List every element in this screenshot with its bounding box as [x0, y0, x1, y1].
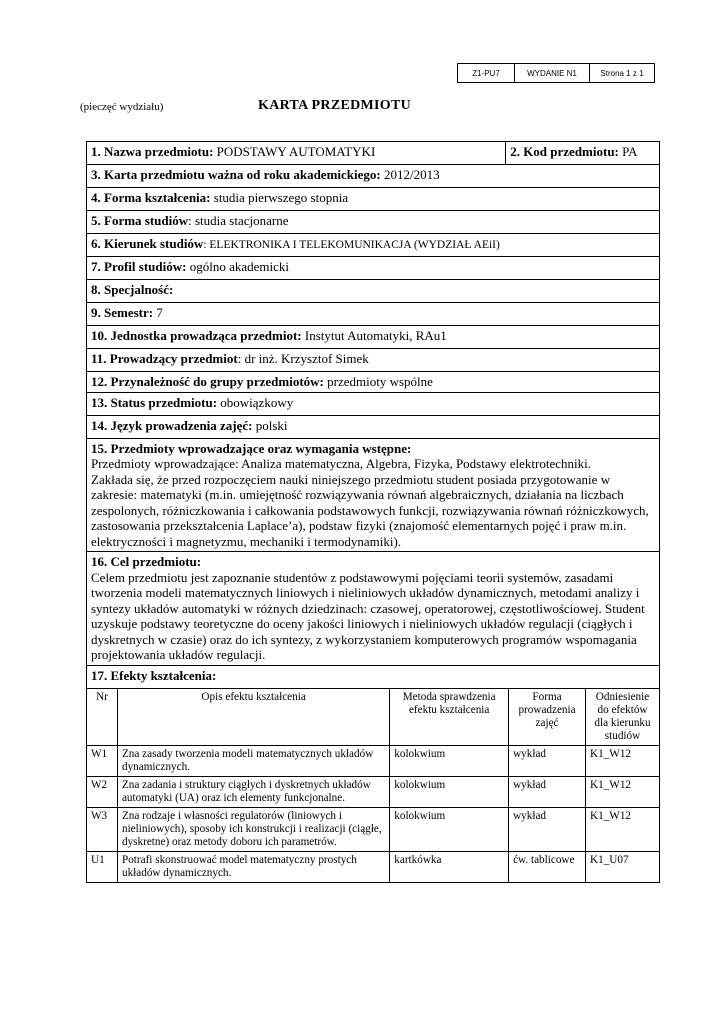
- cell-description: Zna zadania i struktury ciągłych i dyskretnych układów automatyki (UA) oraz ich elementy funkcjonalne.: [117, 777, 389, 808]
- doc-edition: WYDANIE N1: [515, 64, 590, 83]
- col-header: Odniesienie do efektów dla kierunku studiów: [586, 689, 660, 746]
- col-header: Forma prowadzenia zajęć: [509, 689, 586, 746]
- label: 13. Status przedmiotu:: [91, 394, 218, 410]
- label: 4. Forma kształcenia:: [91, 190, 211, 205]
- row-field-of-study: [87, 234, 660, 257]
- prerequisite-text: Zakłada się, że przed rozpoczęciem nauki niniejszego przedmiotu student posiada przygotowanie w zakresie: matematyki (m.in. umiejętność rozwiązywania równań algebraicznych, działania na liczbach zespolonych, różniczkowania i całkowania podstawowych funkcji, rozwiązywania równań różniczkowych, zastosowania przekształcenia Laplace’a), podstaw fizyki (znajomość elementarnych pojęć i praw m.in. elektryczności i magnetyzmu, mechaniki i termodynamiki).: [91, 471, 649, 549]
- label: 9. Semestr:: [91, 305, 154, 320]
- document-header-box: [457, 63, 655, 83]
- row-semester: [87, 303, 660, 326]
- label: 3. Karta przedmiotu ważna od roku akademickiego:: [91, 167, 381, 182]
- value: 2012/2013: [383, 167, 440, 182]
- row-unit: [87, 326, 660, 349]
- table-header: [87, 689, 660, 746]
- cell-nr: W1: [87, 746, 118, 777]
- cell-nr: U1: [87, 852, 118, 883]
- table-row: [87, 777, 660, 808]
- row-specialty: [87, 280, 660, 303]
- section-heading: 17. Efekty kształcenia:: [91, 667, 217, 683]
- doc-page: Strona 1 z 1: [590, 64, 655, 83]
- row-valid-year: [87, 165, 660, 188]
- label: 11. Prowadzący przedmiot: [91, 351, 238, 366]
- row-course-code: [506, 142, 660, 165]
- value: : dr inż. Krzysztof Simek: [237, 351, 369, 366]
- value: Instytut Automatyki, RAu1: [304, 328, 447, 343]
- row-course-group: [87, 372, 660, 393]
- col-header: Opis efektu kształcenia: [117, 689, 389, 746]
- label: 7. Profil studiów:: [91, 259, 187, 274]
- cell-method: kartkówka: [390, 852, 509, 883]
- cell-form: wykład: [509, 777, 586, 808]
- section-heading: 16. Cel przedmiotu:: [91, 554, 202, 569]
- cell-nr: W3: [87, 808, 118, 852]
- label: 1. Nazwa przedmiotu:: [91, 144, 214, 159]
- cell-nr: W2: [87, 777, 118, 808]
- row-lecturer: [87, 349, 660, 372]
- cell-form: wykład: [509, 746, 586, 777]
- section-course-goal: [87, 552, 660, 666]
- course-card-table: [86, 141, 660, 689]
- col-header: Metoda sprawdzenia efektu kształcenia: [390, 689, 509, 746]
- col-header: Nr: [87, 689, 118, 746]
- doc-code: Z1-PU7: [458, 64, 515, 83]
- table-row: [87, 746, 660, 777]
- label: 12. Przynależność do grupy przedmiotów:: [91, 374, 324, 389]
- cell-method: kolokwium: [390, 777, 509, 808]
- cell-reference: K1_W12: [586, 746, 660, 777]
- label: 6. Kierunek studiów: [91, 236, 204, 251]
- section-learning-outcomes-heading: [87, 665, 660, 688]
- learning-outcomes-table: [86, 688, 660, 883]
- row-study-form: [87, 211, 660, 234]
- page-title: KARTA PRZEDMIOTU: [258, 98, 412, 113]
- value: studia pierwszego stopnia: [213, 190, 349, 205]
- label: 14. Język prowadzenia zajęć:: [91, 417, 253, 433]
- value: PA: [622, 144, 638, 159]
- label: 10. Jednostka prowadząca przedmiot:: [91, 328, 302, 343]
- row-course-name: [87, 142, 506, 165]
- cell-method: kolokwium: [390, 808, 509, 852]
- section-heading: 15. Przedmioty wprowadzające oraz wymagania wstępne:: [91, 440, 412, 456]
- label: 2. Kod przedmiotu:: [510, 144, 619, 159]
- label: 8. Specjalność:: [91, 282, 174, 297]
- value: ogólno akademicki: [189, 259, 289, 274]
- value: przedmioty wspólne: [323, 374, 433, 389]
- section-prerequisites: [87, 438, 660, 552]
- label: 5. Forma studiów: [91, 213, 189, 228]
- faculty-seal-label: (pieczęć wydziału): [80, 101, 164, 113]
- cell-reference: K1_W12: [586, 808, 660, 852]
- row-education-form: [87, 188, 660, 211]
- cell-form: ćw. tablicowe: [509, 852, 586, 883]
- table-row: [87, 852, 660, 883]
- cell-description: Zna zasady tworzenia modeli matematycznych układów dynamicznych.: [117, 746, 389, 777]
- value: polski: [255, 417, 288, 433]
- row-language: [87, 415, 660, 438]
- cell-reference: K1_W12: [586, 777, 660, 808]
- value: : studia stacjonarne: [188, 213, 289, 228]
- value: PODSTAWY AUTOMATYKI: [216, 144, 376, 159]
- goal-text: Celem przedmiotu jest zapoznanie studentów z podstawowymi pojęciami teorii systemów, zasadami tworzenia modeli matematycznych liniowych i nieliniowych układów dynamicznych, metodami analizy i syntezy układów automatyki w różnych dziedzinach: czasowej, operatorowej, częstotliwościowej. Student uzyskuje podstawy teoretyczne do oceny jakości liniowych i nieliniowych układów regulacji (ciągłych i dyskretnych w czasie) oraz do ich syntezy, z wykorzystaniem komputerowych programów wspomagania projektowania układów regulacji.: [91, 569, 645, 662]
- row-course-status: [87, 392, 660, 415]
- cell-reference: K1_U07: [586, 852, 660, 883]
- table-row: [87, 808, 660, 852]
- cell-description: Zna rodzaje i własności regulatorów (liniowych i nieliniowych), sposoby ich konstrukcji i realizacji (ciągłe, dyskretne) oraz metody doboru ich parametrów.: [117, 808, 389, 852]
- cell-description: Potrafi skonstruować model matematyczny prostych układów dynamicznych.: [117, 852, 389, 883]
- value: obowiązkowy: [220, 394, 294, 410]
- prerequisite-courses: Przedmioty wprowadzające: Analiza matematyczna, Algebra, Fizyka, Podstawy elektrotechniki.: [91, 456, 591, 471]
- cell-method: kolokwium: [390, 746, 509, 777]
- cell-form: wykład: [509, 808, 586, 852]
- row-study-profile: [87, 257, 660, 280]
- value: : ELEKTRONIKA I TELEKOMUNIKACJA (WYDZIAŁ AEiI): [203, 239, 500, 251]
- value: 7: [156, 305, 163, 320]
